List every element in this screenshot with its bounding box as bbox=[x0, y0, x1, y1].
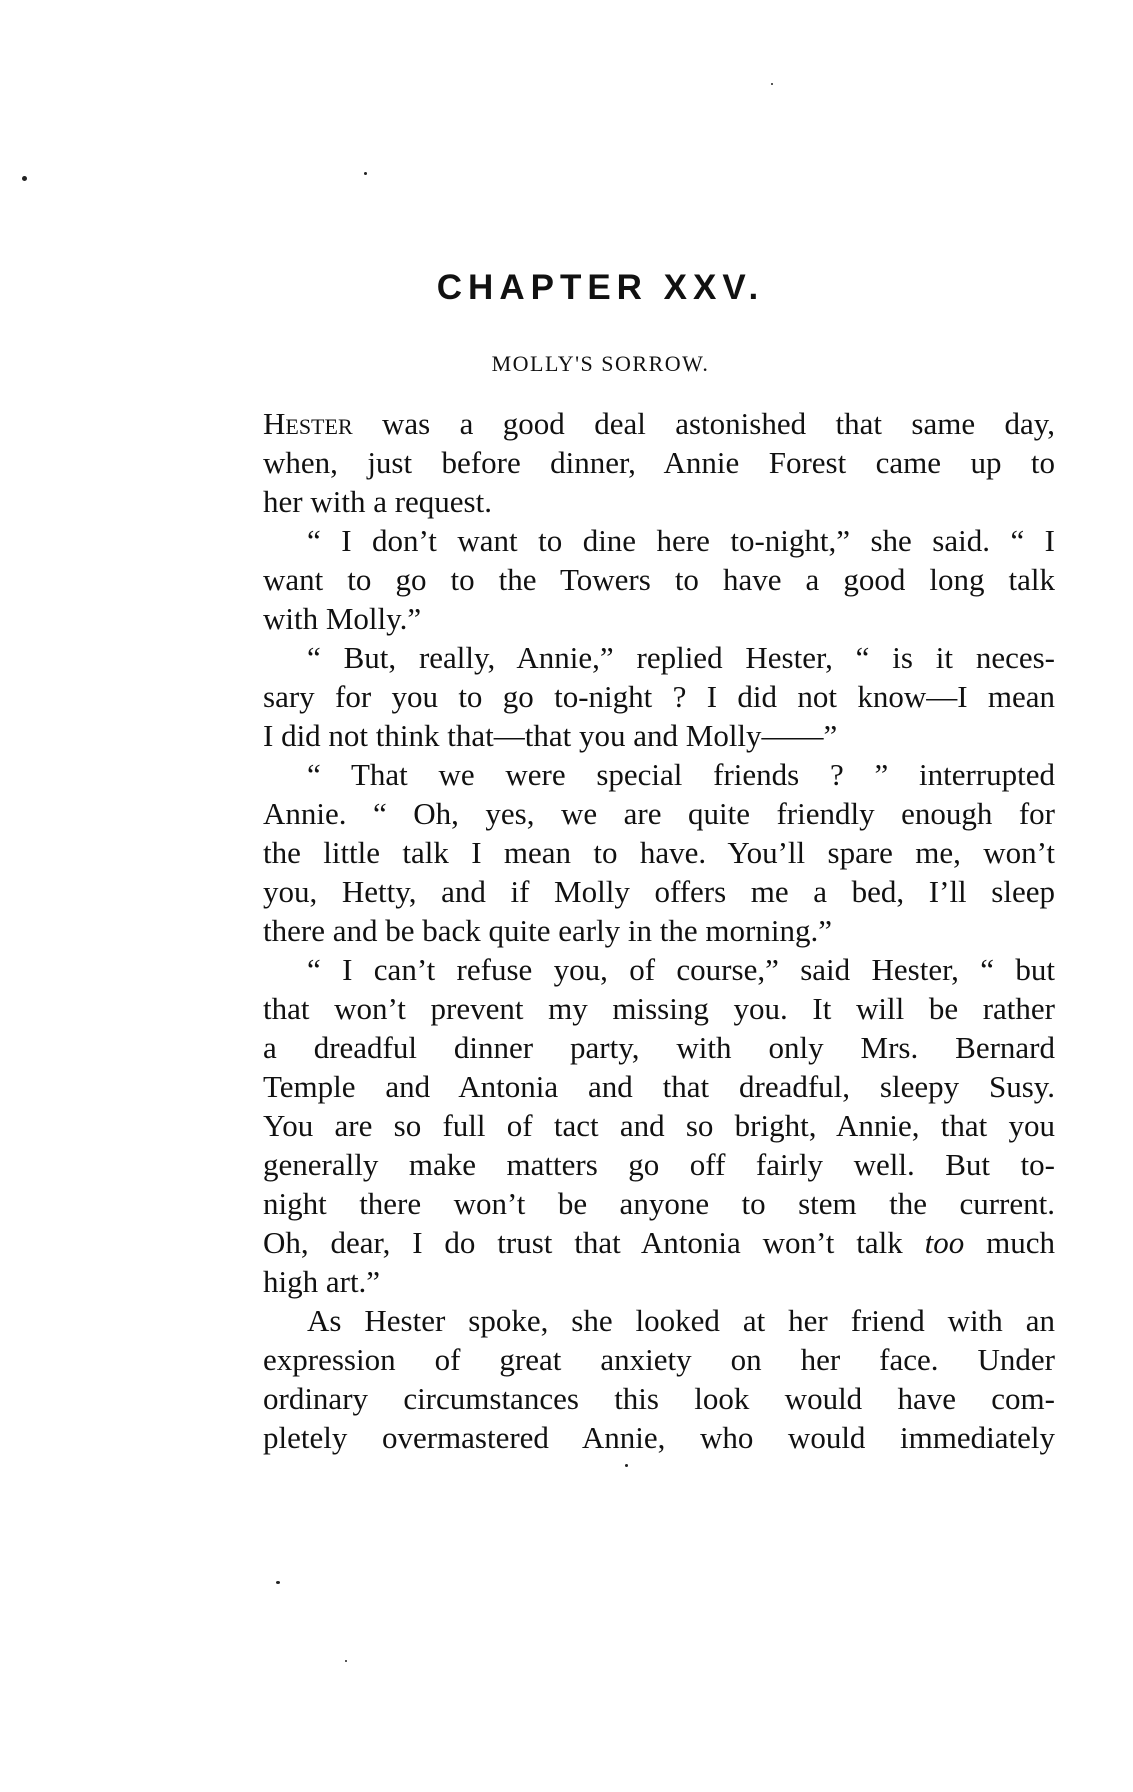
scan-speck bbox=[276, 1581, 280, 1584]
text-line: there and be back quite early in the morning.” bbox=[263, 913, 832, 948]
text-line: night there won’t be anyone to stem the current. bbox=[263, 1186, 1055, 1221]
paragraph bbox=[263, 950, 1055, 1301]
text-line: her with a request. bbox=[263, 484, 492, 519]
text-line: generally make matters go off fairly well. But to- bbox=[263, 1147, 1055, 1182]
line-text: was a good deal astonished that same day, bbox=[352, 406, 1055, 441]
line-text: Oh, dear, I do trust that Antonia won’t talk bbox=[263, 1225, 903, 1260]
text-line: the little talk I mean to have. You’ll spare me, won’t bbox=[263, 835, 1055, 870]
text-line: expression of great anxiety on her face. Under bbox=[263, 1342, 1055, 1377]
text-line: a dreadful dinner party, with only Mrs. Bernard bbox=[263, 1030, 1055, 1065]
paragraph bbox=[263, 521, 1055, 638]
text-line: Annie. “ Oh, yes, we are quite friendly enough for bbox=[263, 796, 1055, 831]
text-line: you, Hetty, and if Molly offers me a bed, I’ll sleep bbox=[263, 874, 1055, 909]
text-line: As Hester spoke, she looked at her friend with an bbox=[307, 1303, 1055, 1338]
paragraph bbox=[263, 1301, 1055, 1457]
text-line: “ That we were special friends ? ” interrupted bbox=[307, 757, 1055, 792]
text-line: high art.” bbox=[263, 1264, 381, 1299]
line-text: much bbox=[964, 1225, 1056, 1260]
text-line: sary for you to go to-night ? I did not know—I mean bbox=[263, 679, 1055, 714]
text-line: “ I don’t want to dine here to-night,” she said. “ I bbox=[307, 523, 1055, 558]
chapter-body bbox=[263, 404, 1055, 1457]
scan-speck bbox=[364, 172, 367, 175]
chapter-subtitle: MOLLY'S SORROW. bbox=[491, 351, 710, 376]
paragraph bbox=[263, 638, 1055, 755]
text-line: Temple and Antonia and that dreadful, sleepy Susy. bbox=[263, 1069, 1055, 1104]
text-line bbox=[263, 404, 1055, 443]
paragraph bbox=[263, 755, 1055, 950]
lead-word: Hester bbox=[263, 406, 353, 441]
scan-speck bbox=[771, 83, 773, 85]
text-line: You are so full of tact and so bright, Annie, that you bbox=[263, 1108, 1055, 1143]
text-line: that won’t prevent my missing you. It will be rather bbox=[263, 991, 1055, 1026]
text-line: when, just before dinner, Annie Forest came up to bbox=[263, 445, 1055, 480]
chapter-heading: CHAPTER XXV. bbox=[436, 268, 765, 307]
scan-speck bbox=[345, 1660, 347, 1662]
text-line: pletely overmastered Annie, who would immediately bbox=[263, 1420, 1055, 1455]
text-line: ordinary circumstances this look would have com- bbox=[263, 1381, 1055, 1416]
text-line: want to go to the Towers to have a good long talk bbox=[263, 562, 1055, 597]
scan-speck bbox=[22, 176, 27, 181]
paragraph bbox=[263, 404, 1055, 521]
text-line: I did not think that—that you and Molly——” bbox=[263, 718, 838, 753]
text-line bbox=[263, 1223, 1055, 1262]
text-line: “ I can’t refuse you, of course,” said Hester, “ but bbox=[307, 952, 1055, 987]
text-line: with Molly.” bbox=[263, 601, 422, 636]
text-line: “ But, really, Annie,” replied Hester, “ is it neces- bbox=[307, 640, 1055, 675]
italic-word: too bbox=[924, 1225, 965, 1260]
scan-speck bbox=[625, 1464, 628, 1467]
